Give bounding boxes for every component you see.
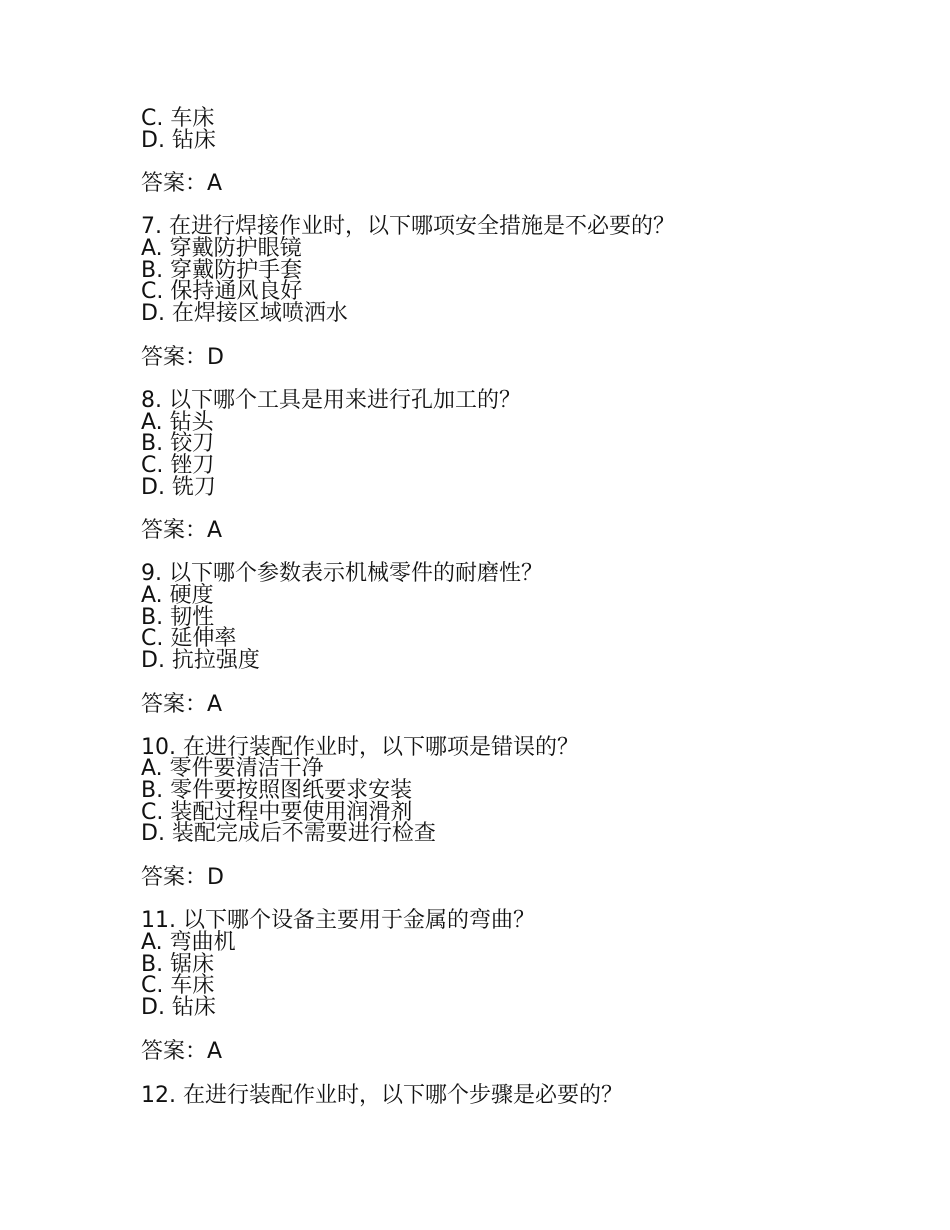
option-line: D. 钻床 bbox=[141, 994, 216, 1020]
option-line: B. 零件要按照图纸要求安装 bbox=[141, 778, 413, 804]
question-text: 12. 在进行装配作业时，以下哪个步骤是必要的？ bbox=[141, 1082, 623, 1108]
question-text: 7. 在进行焊接作业时，以下哪项安全措施是不必要的？ bbox=[141, 214, 675, 240]
option-line: C. 保持通风良好 bbox=[141, 279, 303, 305]
answer-line: 答案：A bbox=[141, 691, 223, 717]
question-text: 9. 以下哪个参数表示机械零件的耐磨性？ bbox=[141, 561, 543, 587]
option-line: D. 装配完成后不需要进行检查 bbox=[141, 821, 436, 847]
option-line: A. 硬度 bbox=[141, 582, 214, 608]
document-page bbox=[141, 108, 901, 1108]
answer-line: 答案：A bbox=[141, 171, 223, 197]
option-line: D. 抗拉强度 bbox=[141, 648, 260, 673]
question-text: 11. 以下哪个设备主要用于金属的弯曲？ bbox=[141, 908, 535, 934]
option-line: B. 铰刀 bbox=[141, 431, 215, 457]
option-line: A. 穿戴防护眼镜 bbox=[141, 236, 302, 262]
answer-line: 答案：D bbox=[141, 344, 224, 370]
option-line: D. 在焊接区域喷洒水 bbox=[141, 301, 348, 327]
option-line: B. 穿戴防护手套 bbox=[141, 257, 303, 283]
option-line: D. 铣刀 bbox=[141, 474, 216, 500]
question-text: 8. 以下哪个工具是用来进行孔加工的？ bbox=[141, 387, 521, 413]
option-line: A. 零件要清洁干净 bbox=[141, 756, 324, 782]
option-line: B. 韧性 bbox=[141, 604, 215, 630]
option-line: C. 锉刀 bbox=[141, 452, 215, 478]
option-line: A. 钻头 bbox=[141, 409, 214, 435]
answer-line: 答案：D bbox=[141, 865, 224, 891]
option-line: B. 锯床 bbox=[141, 951, 215, 977]
option-line: D. 钻床 bbox=[141, 127, 216, 153]
option-line: C. 装配过程中要使用润滑剂 bbox=[141, 799, 413, 825]
option-line: C. 车床 bbox=[141, 973, 215, 999]
option-line: A. 弯曲机 bbox=[141, 929, 236, 955]
answer-line: 答案：A bbox=[141, 518, 223, 544]
answer-line: 答案：A bbox=[141, 1038, 223, 1064]
question-text: 10. 在进行装配作业时，以下哪项是错误的？ bbox=[141, 734, 579, 760]
option-line: C. 车床 bbox=[141, 106, 215, 131]
option-line: C. 延伸率 bbox=[141, 626, 237, 652]
